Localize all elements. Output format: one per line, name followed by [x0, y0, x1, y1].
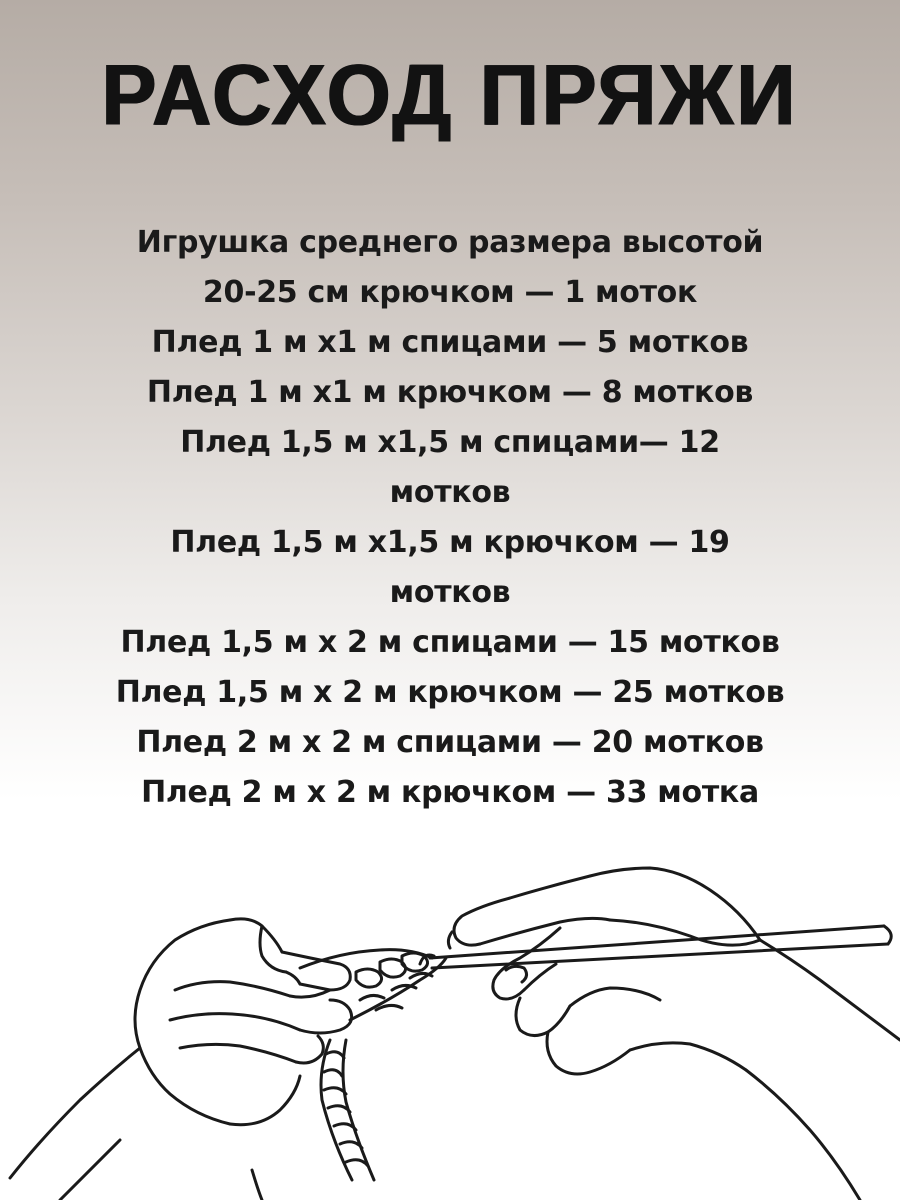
page-title: РАСХОД ПРЯЖИ: [101, 47, 799, 144]
list-item: Плед 1 м х1 м спицами — 5 мотков: [151, 325, 749, 360]
list-item: Плед 1,5 м х1,5 м спицами— 12: [180, 425, 720, 460]
list-item: мотков: [389, 575, 511, 610]
list-item: Плед 1,5 м х 2 м спицами — 15 мотков: [120, 625, 780, 660]
list-item: Плед 1,5 м х 2 м крючком — 25 мотков: [115, 675, 785, 710]
crochet-chain-icon: [252, 1040, 374, 1200]
crochet-hook-icon: [420, 926, 891, 968]
list-item: Плед 2 м х 2 м спицами — 20 мотков: [136, 725, 764, 760]
list-item: Плед 2 м х 2 м крючком — 33 мотка: [141, 775, 759, 810]
yarn-consumption-list: [50, 218, 850, 818]
list-item: Игрушка среднего размера высотой: [136, 225, 764, 260]
left-hand-icon: [10, 919, 352, 1200]
list-item: Плед 1 м х1 м крючком — 8 мотков: [146, 375, 754, 410]
hands-crochet-illustration-icon: [0, 840, 900, 1200]
list-item: мотков: [389, 475, 511, 510]
list-item: Плед 1,5 м х1,5 м крючком — 19: [170, 525, 730, 560]
list-item: 20-25 см крючком — 1 моток: [202, 275, 698, 310]
right-hand-icon: [448, 868, 900, 1200]
